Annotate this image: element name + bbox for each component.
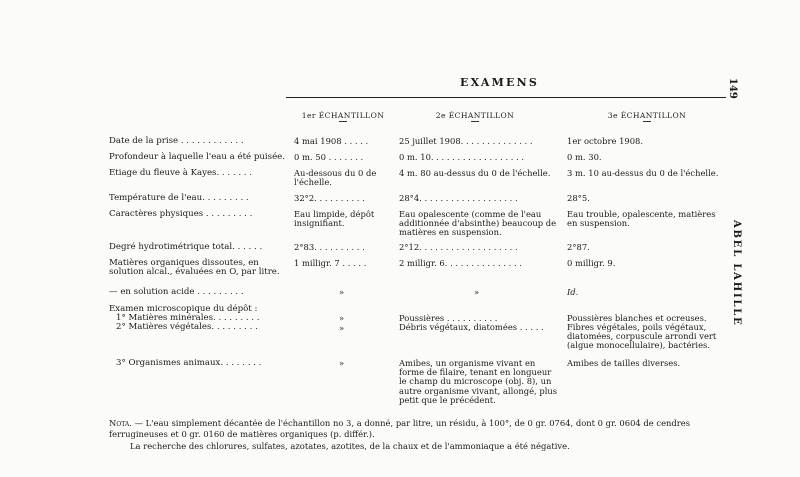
cell-river-level-2: 4 m. 80 au-dessus du 0 de l'échelle.	[399, 168, 551, 178]
row-label-hardness: Degré hydrotimétrique total. . . . . .	[109, 242, 263, 252]
heading-rule	[286, 97, 726, 98]
row-label-organic-acid: — en solution acide . . . . . . . . .	[109, 287, 244, 297]
running-head: ABEL LAHILLE	[731, 220, 742, 327]
footnote-line-2: La recherche des chlorures, sulfates, azotates, azotites, de la chaux et de l'ammoniaque a été négative.	[130, 441, 570, 451]
cell-vegetal-3: Fibres végétales, poils végétaux, diatomées, corpuscule arrondi vert (algue monocellulaire), bactéries.	[567, 322, 717, 351]
cell-vegetal-2: Débris végétaux, diatomées . . . . .	[399, 322, 544, 332]
cell-organic-alkaline-3: 0 milligr. 9.	[567, 258, 616, 268]
cell-date-3: 1er octobre 1908.	[567, 136, 644, 146]
cell-organic-alkaline-2: 2 milligr. 6. . . . . . . . . . . . . . .	[399, 258, 522, 268]
row-label-depth: Profondeur à laquelle l'eau a été puisée.	[109, 152, 285, 162]
cell-hardness-3: 2°87.	[567, 242, 590, 252]
row-label-animal: 3° Organismes animaux. . . . . . . .	[116, 358, 262, 368]
cell-animal-2: Amibes, un organisme vivant en forme de filaire, tenant en longueur le champ du microscope (obj. 8), un autre organisme vivant, allongé, plus petit que le précédent.	[399, 358, 558, 405]
cell-physical-3: Eau trouble, opalescente, matières en suspension.	[567, 209, 716, 229]
cell-animal-3: Amibes de tailles diverses.	[567, 358, 681, 368]
cell-temperature-2: 28°4. . . . . . . . . . . . . . . . . . .	[399, 193, 518, 203]
cell-depth-3: 0 m. 30.	[567, 152, 602, 162]
footnote	[109, 418, 734, 440]
cell-date-1: 4 mai 1908 . . . . .	[294, 136, 369, 146]
cell-physical-1: Eau limpide, dépôt insignifiant.	[294, 209, 375, 229]
cell-mineral-3: Poussières blanches et ocreuses.	[567, 313, 707, 323]
footnote-lead: Nota.	[109, 418, 132, 428]
cell-mineral-2: Poussières . . . . . . . . . .	[399, 313, 498, 323]
header-dash	[471, 121, 479, 122]
row-label-date: Date de la prise . . . . . . . . . . . .	[109, 136, 244, 146]
row-label-microscopic-title: Examen microscopique du dépôt :	[109, 304, 258, 314]
cell-animal-1: »	[339, 358, 345, 368]
cell-depth-2: 0 m. 10. . . . . . . . . . . . . . . . . .	[399, 152, 525, 162]
cell-physical-2: Eau opalescente (comme de l'eau additionnée d'absinthe) beaucoup de matières en suspension.	[399, 209, 557, 238]
page-number: 149	[727, 78, 738, 99]
cell-temperature-1: 32°2. . . . . . . . . .	[294, 193, 365, 203]
row-label-organic-alkaline: Matières organiques dissoutes, en solution alcal., évaluées en O, par litre.	[109, 258, 280, 278]
footnote-text: — L'eau simplement décantée de l'échantillon no 3, a donné, par litre, un résidu, à 100°, de 0 gr. 0764, dont 0 gr. 0604 de cendres ferrugineuses et 0 gr. 0160 de matières organiques (p. différ.).	[109, 418, 691, 439]
cell-organic-alkaline-1: 1 milligr. 7 . . . . .	[294, 258, 367, 268]
cell-organic-acid-2: »	[474, 287, 480, 297]
cell-organic-acid-3: Id.	[567, 287, 579, 297]
row-label-vegetal: 2° Matières végétales. . . . . . . . .	[116, 322, 258, 332]
cell-organic-acid-1: »	[339, 287, 345, 297]
row-label-temperature: Température de l'eau. . . . . . . . .	[109, 193, 249, 203]
cell-hardness-1: 2°83. . . . . . . . . .	[294, 242, 365, 252]
column-header-1: 1er ÉCHANTILLON	[301, 111, 385, 120]
header-dash	[339, 121, 347, 122]
cell-date-2: 25 juillet 1908. . . . . . . . . . . . . .	[399, 136, 533, 146]
row-label-river-level: Etiage du fleuve à Kayes. . . . . . .	[109, 168, 252, 178]
header-dash	[643, 121, 651, 122]
row-label-physical: Caractères physiques . . . . . . . . .	[109, 209, 253, 219]
cell-temperature-3: 28°5.	[567, 193, 590, 203]
cell-hardness-2: 2°12. . . . . . . . . . . . . . . . . . .	[399, 242, 518, 252]
cell-vegetal-1: »	[339, 323, 345, 333]
cell-river-level-1: Au-dessous du 0 de l'échelle.	[294, 168, 377, 188]
column-header-2: 2e ÉCHANTILLON	[435, 111, 515, 120]
column-header-3: 3e ÉCHANTILLON	[607, 111, 687, 120]
cell-river-level-3: 3 m. 10 au-dessus du 0 de l'échelle.	[567, 168, 719, 178]
page-heading: EXAMENS	[460, 76, 540, 89]
cell-depth-1: 0 m. 50 . . . . . . .	[294, 152, 364, 162]
cell-mineral-1: »	[339, 313, 345, 323]
row-label-mineral: 1° Matières minérales. . . . . . . . .	[116, 313, 260, 323]
